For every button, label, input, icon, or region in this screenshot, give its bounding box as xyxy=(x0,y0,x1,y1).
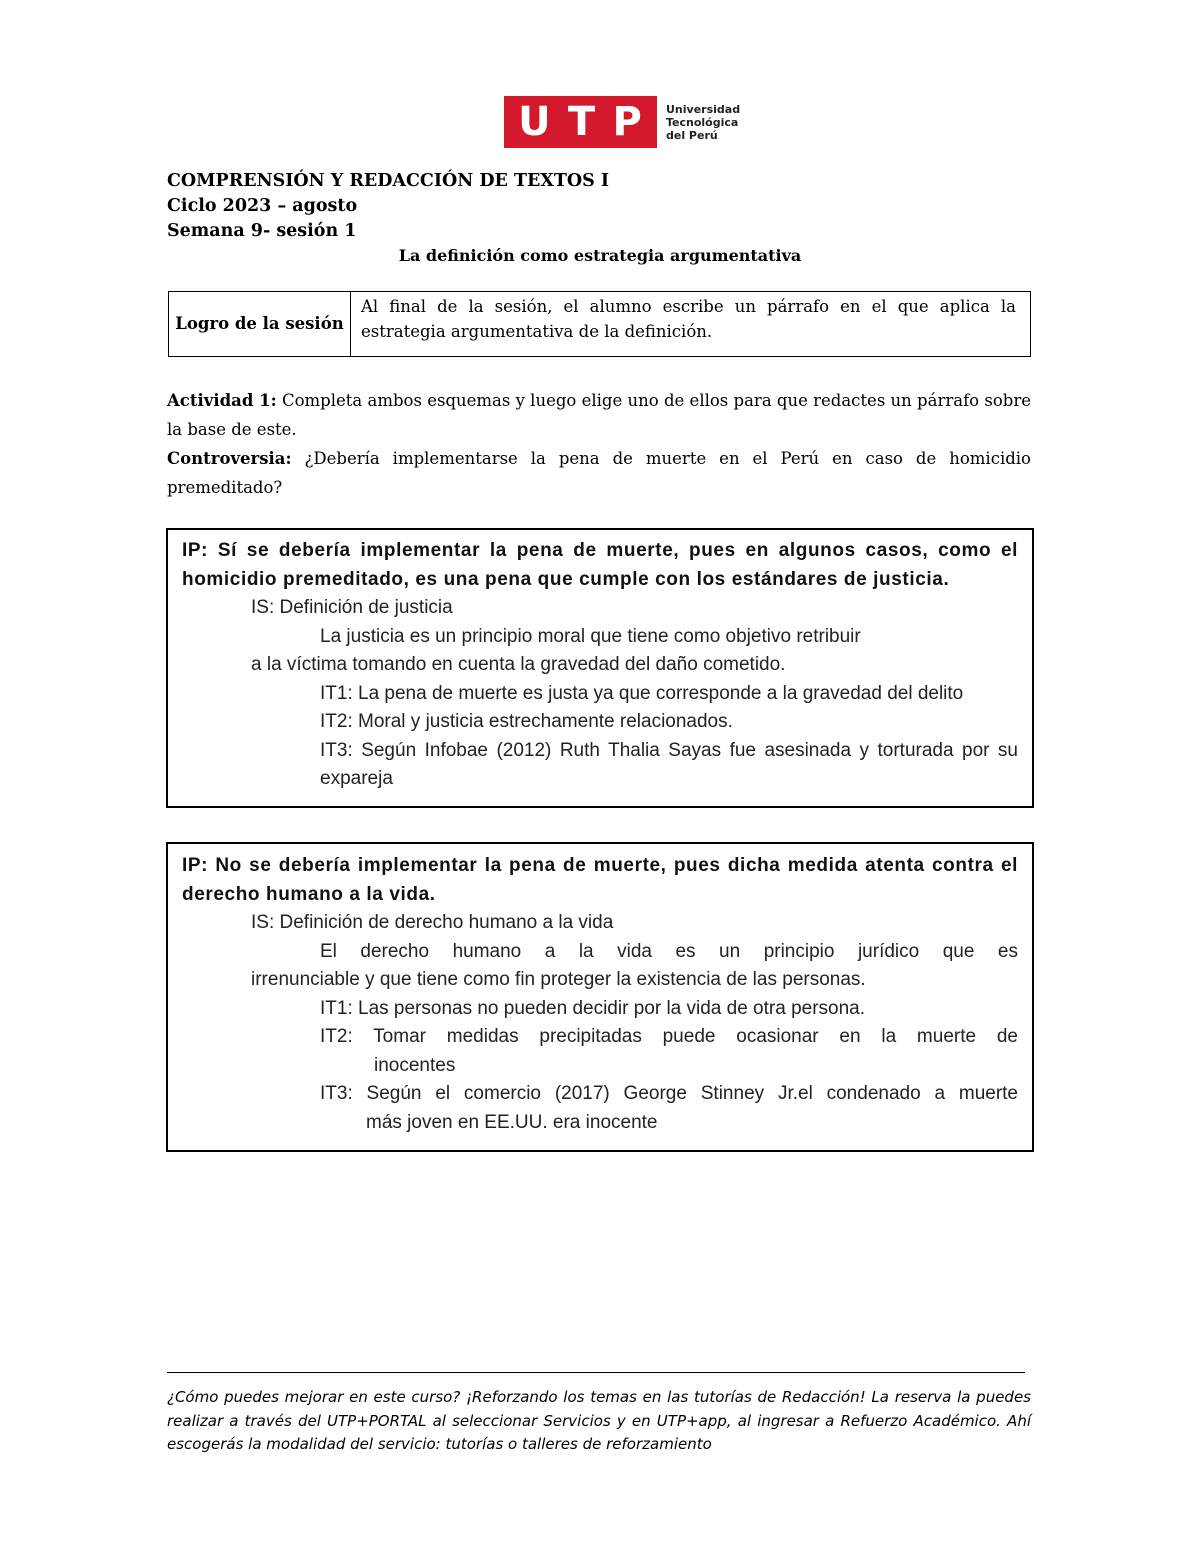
activity-text: Completa ambos esquemas y luego elige uno de ellos para que redactes un párrafo sobre la base de este. xyxy=(167,391,1031,439)
session-title: La definición como estrategia argumentativa xyxy=(398,246,802,265)
scheme-ip: IP: Sí se debería implementar la pena de muerte, pues en algunos casos, como el homicidio premeditado, es una pena que cumple con los estándares de justicia. xyxy=(182,540,1018,590)
course-title: COMPRENSIÓN Y REDACCIÓN DE TEXTOS I xyxy=(167,171,610,191)
scheme-it3: IT3: Según el comercio (2017) George Stinney Jr.el condenado a muerte xyxy=(320,1083,1018,1104)
logo-letter-u: U xyxy=(518,99,552,145)
scheme-is: IS: Definición de justicia xyxy=(251,597,453,618)
logro-text: Al final de la sesión, el alumno escribe un párrafo en el que aplica la estrategia argumentativa de la definición. xyxy=(361,297,1016,341)
controversy-text: ¿Debería implementarse la pena de muerte en el Perú en caso de homicidio premeditado? xyxy=(167,449,1031,497)
scheme-it2-continued: inocentes xyxy=(374,1054,456,1076)
logro-table xyxy=(168,291,1031,357)
activity-label: Actividad 1: xyxy=(167,391,277,410)
scheme-it2: IT2: Tomar medidas precipitadas puede ocasionar en la muerte de xyxy=(320,1026,1018,1047)
week-line: Semana 9- sesión 1 xyxy=(167,221,357,241)
scheme-ip: IP: No se debería implementar la pena de muerte, pues dicha medida atenta contra el derecho humano a la vida. xyxy=(182,855,1018,905)
utp-logo-mark xyxy=(504,96,657,148)
logo-name-line: Tecnológica xyxy=(666,115,739,129)
scheme-definition-line: La justicia es un principio moral que tiene como objetivo retribuir xyxy=(320,625,861,647)
scheme-is: IS: Definición de derecho humano a la vida xyxy=(251,912,614,933)
footer-divider xyxy=(167,1372,1025,1373)
scheme-it1: IT1: La pena de muerte es justa ya que corresponde a la gravedad del delito xyxy=(320,682,964,704)
footer-note: ¿Cómo puedes mejorar en este curso? ¡Reforzando los temas en las tutorías de Redacción! La reserva la puedes realizar a través del UTP+PORTAL al seleccionar Servicios y en UTP+app, al ingresar a Refuerzo Académico. Ahí escogerás la modalidad del servicio: tutorías o talleres de reforzamiento xyxy=(167,1388,1031,1453)
cycle-line: Ciclo 2023 – agosto xyxy=(167,196,358,216)
logo-name-line: del Perú xyxy=(666,128,718,142)
scheme-box-no xyxy=(166,842,1034,1152)
controversy-label: Controversia: xyxy=(167,449,292,468)
activity-paragraph xyxy=(167,386,1031,444)
scheme-it1: IT1: Las personas no pueden decidir por la vida de otra persona. xyxy=(320,997,866,1019)
utp-logo xyxy=(504,96,740,148)
scheme-definition-line: irrenunciable y que tiene como fin proteger la existencia de las personas. xyxy=(251,969,866,990)
scheme-it3-continued: más joven en EE.UU. era inocente xyxy=(366,1111,658,1133)
scheme-box-yes xyxy=(166,528,1034,808)
scheme-it2: IT2: Moral y justicia estrechamente relacionados. xyxy=(320,711,733,732)
logro-label: Logro de la sesión xyxy=(169,292,351,356)
logo-name-line: Universidad xyxy=(666,102,741,116)
logo-letter-p: P xyxy=(612,99,643,145)
scheme-it3: IT3: Según Infobae (2012) Ruth Thalia Sayas fue asesinada y torturada por su expareja xyxy=(320,739,1018,789)
logo-letter-t: T xyxy=(567,99,597,145)
scheme-definition-line: a la víctima tomando en cuenta la gravedad del daño cometido. xyxy=(251,654,786,675)
controversy-paragraph xyxy=(167,444,1031,502)
scheme-definition-line: El derecho humano a la vida es un principio jurídico que es xyxy=(320,940,1018,962)
logo-university-name xyxy=(666,103,740,142)
